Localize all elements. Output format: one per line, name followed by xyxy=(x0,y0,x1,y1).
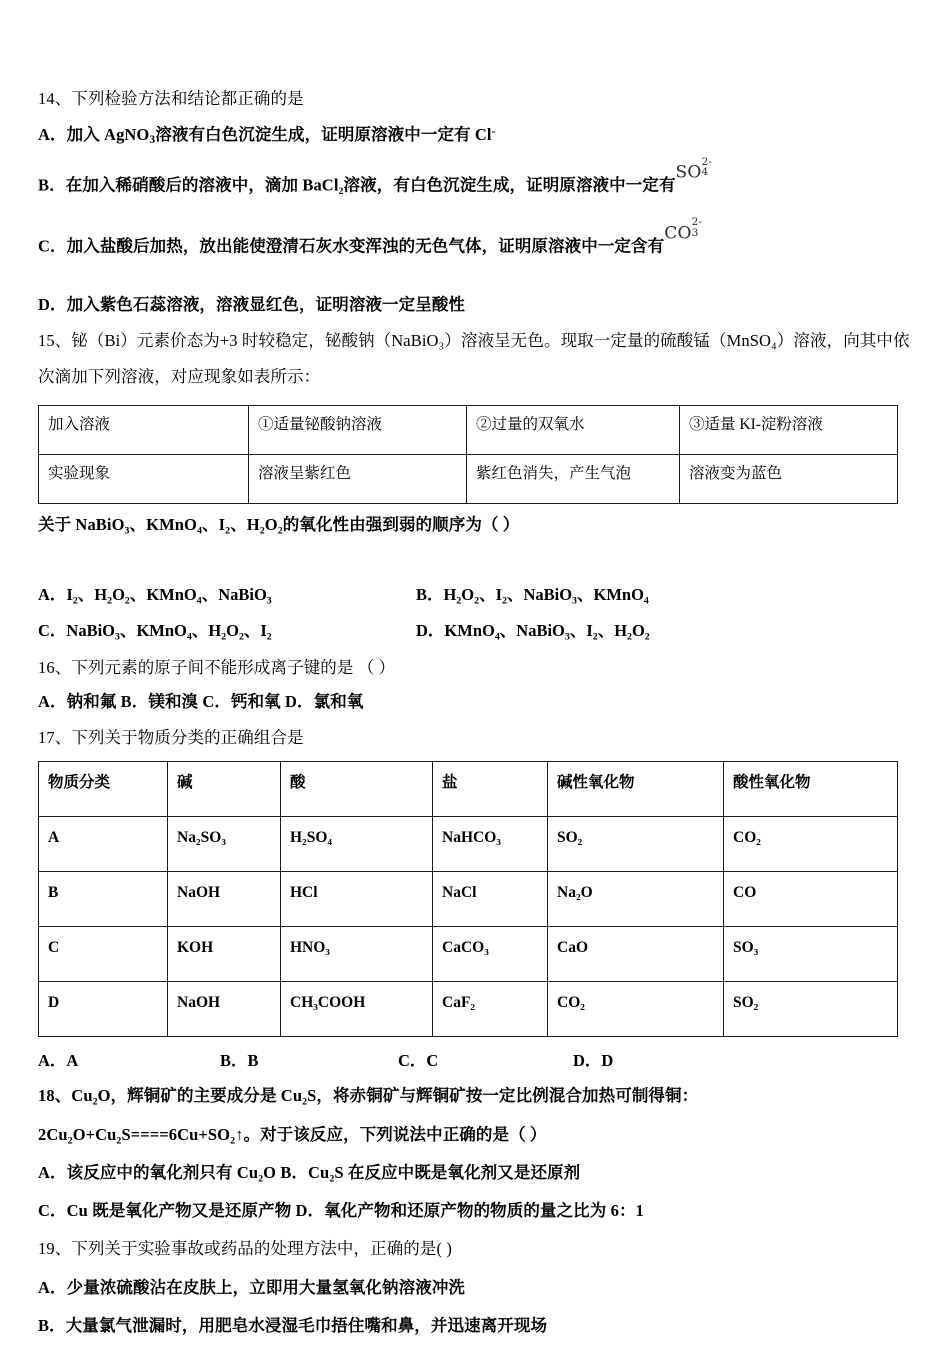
option-d-text: 加入紫色石蕊溶液，溶液显红色，证明溶液一定呈酸性 xyxy=(66,294,466,314)
question-14-option-b xyxy=(38,155,912,197)
table-cell: CaCO₃ xyxy=(433,927,548,982)
table-cell: CaO xyxy=(548,927,724,982)
table-cell: KOH xyxy=(168,927,281,982)
carbonate-ion-base: CO xyxy=(664,223,692,243)
question-15-option-a xyxy=(38,584,416,606)
table-row xyxy=(39,927,898,982)
table-cell: 加入溶液 xyxy=(39,405,249,454)
option-a-label: A． xyxy=(38,125,67,145)
table-cell: CO₂ xyxy=(724,817,898,872)
option-a-text-mid: 溶液有白色沉淀生成，证明原溶液中一定有 Cl xyxy=(155,125,492,145)
carbonate-ion-formula xyxy=(664,216,703,245)
question-14-option-a xyxy=(38,124,912,149)
question-17-answer-a: A．A xyxy=(38,1051,79,1071)
question-17-answer-c: C．C xyxy=(398,1051,439,1071)
table-cell: CaF₂ xyxy=(433,982,548,1037)
table-header-row xyxy=(39,762,898,817)
table-row xyxy=(39,982,898,1037)
table-cell: NaCl xyxy=(433,872,548,927)
question-18-options-line1: A．该反应中的氧化剂只有 Cu₂O B．Cu₂S 在反应中既是氧化剂又是还原剂 xyxy=(38,1162,581,1182)
question-19-stem: 19、下列关于实验事故或药品的处理方法中，正确的是( ) xyxy=(38,1239,452,1259)
table-cell: NaOH xyxy=(168,982,281,1037)
question-15-stem-line1: 15、铋（Bi）元素价态为+3 时较稳定，铋酸钠（NaBiO₃）溶液呈无色。现取一定量的硫酸锰（MnSO₄）溶液，向其中依 xyxy=(38,331,910,351)
page-content xyxy=(38,88,912,1353)
option-b-label: B． xyxy=(38,175,66,195)
option-d-label: D． xyxy=(38,294,67,314)
question-14-stem: 14、下列检验方法和结论都正确的是 xyxy=(38,89,304,108)
option-c-label: C． xyxy=(38,236,67,255)
sulfate-ion-base: SO xyxy=(675,162,702,183)
question-17-answer-b: B．B xyxy=(220,1051,259,1071)
table-cell: Na₂O xyxy=(548,872,724,927)
table-cell: 溶液变为蓝色 xyxy=(680,454,898,503)
option-b-label: B． xyxy=(416,585,444,604)
table-header-cell: 碱性氧化物 xyxy=(548,762,724,817)
option-c-label: C． xyxy=(38,621,67,641)
question-14-option-d xyxy=(38,294,912,316)
table-cell: 实验现象 xyxy=(39,454,249,503)
question-15-option-d xyxy=(416,620,650,642)
question-17-answers xyxy=(38,1047,912,1071)
question-17-answer-d: D．D xyxy=(573,1051,614,1071)
question-18-options-line2: C．Cu 既是氧化产物又是还原产物 D．氧化产物和还原产物的物质的量之比为 6：1 xyxy=(38,1201,644,1221)
table-cell: HNO₃ xyxy=(281,927,433,982)
question-16-stem: 16、下列元素的原子间不能形成离子键的是 （ ） xyxy=(38,657,396,677)
table-cell: NaHCO₃ xyxy=(433,817,548,872)
carbonate-ion-count: 3 xyxy=(691,226,699,239)
option-a-text-before: 加入 AgNO xyxy=(66,125,150,145)
question-18-stem-line2: 2Cu₂O+Cu₂S====6Cu+SO₂↑。对于该反应，下列说法中正确的是（ ） xyxy=(38,1124,547,1144)
table-cell: A xyxy=(39,817,168,872)
table-cell: Na₂SO₃ xyxy=(168,817,281,872)
table-cell: D xyxy=(39,982,168,1037)
option-a-label: A． xyxy=(38,585,67,604)
question-19-option-b: B．大量氯气泄漏时，用肥皂水浸湿毛巾捂住嘴和鼻，并迅速离开现场 xyxy=(38,1315,548,1335)
option-b-text: H₂O₂、I₂、NaBiO₃、KMnO₄ xyxy=(443,585,649,604)
table-header-cell: 物质分类 xyxy=(39,762,168,817)
question-18-stem-line1: 18、Cu₂O，辉铜矿的主要成分是 Cu₂S，将赤铜矿与辉铜矿按一定比例混合加热可制得铜： xyxy=(38,1086,699,1106)
option-b-text: 在加入稀硝酸后的溶液中，滴加 BaCl₂溶液，有白色沉淀生成，证明原溶液中一定有 xyxy=(65,175,676,195)
table-cell: SO₂ xyxy=(724,982,898,1037)
table-row xyxy=(39,405,898,454)
option-a-text: I₂、H₂O₂、KMnO₄、NaBiO₃ xyxy=(66,585,272,604)
table-cell: CO₂ xyxy=(548,982,724,1037)
table-row xyxy=(39,872,898,927)
question-17-stem: 17、下列关于物质分类的正确组合是 xyxy=(38,728,304,748)
table-cell: SO₂ xyxy=(548,817,724,872)
spacer xyxy=(38,550,912,584)
table-cell: ②过量的双氧水 xyxy=(467,405,680,454)
table-cell: H₂SO₄ xyxy=(281,817,433,872)
table-header-cell: 酸 xyxy=(281,762,433,817)
question-15-question: 关于 NaBiO₃、KMnO₄、I₂、H₂O₂的氧化性由强到弱的顺序为（ ） xyxy=(38,514,520,534)
spacer xyxy=(38,212,912,234)
table-cell: ①适量铋酸钠溶液 xyxy=(249,405,467,454)
table-cell: 紫红色消失，产生气泡 xyxy=(467,454,680,503)
question-15-options-row2 xyxy=(38,620,912,642)
option-d-label: D． xyxy=(416,621,445,641)
table-header-cell: 碱 xyxy=(168,762,281,817)
sulfate-ion-formula xyxy=(675,155,713,184)
table-cell: CO xyxy=(724,872,898,927)
table-row xyxy=(39,454,898,503)
carbonate-ion-charge: 2- xyxy=(691,216,703,229)
table-cell: 溶液呈紫红色 xyxy=(249,454,467,503)
question-16-options: A．钠和氟 B．镁和溴 C．钙和氧 D．氯和氧 xyxy=(38,691,364,711)
option-a-superscript: - xyxy=(491,126,496,139)
option-c-text: NaBiO₃、KMnO₄、H₂O₂、I₂ xyxy=(66,621,272,641)
table-cell: NaOH xyxy=(168,872,281,927)
experiment-phenomena-table xyxy=(38,405,898,504)
table-cell: SO₃ xyxy=(724,927,898,982)
table-cell: C xyxy=(39,927,168,982)
table-header-cell: 盐 xyxy=(433,762,548,817)
option-d-text: KMnO₄、NaBiO₃、I₂、H₂O₂ xyxy=(444,621,650,641)
question-15-option-b xyxy=(416,584,649,606)
table-header-cell: 酸性氧化物 xyxy=(724,762,898,817)
question-15-option-c xyxy=(38,620,416,642)
table-cell: HCl xyxy=(281,872,433,927)
question-15-stem-line2: 次滴加下列溶液，对应现象如表所示： xyxy=(38,367,321,387)
option-c-text: 加入盐酸后加热，放出能使澄清石灰水变浑浊的无色气体，证明原溶液中一定含有 xyxy=(66,236,665,255)
option-a-subscript: 3 xyxy=(149,134,156,147)
question-15-options-row1 xyxy=(38,584,912,606)
question-14-option-c xyxy=(38,216,912,258)
spacer xyxy=(38,272,912,294)
substance-classification-table xyxy=(38,761,898,1037)
question-19-option-a: A．少量浓硫酸沾在皮肤上，立即用大量氢氧化钠溶液冲洗 xyxy=(38,1277,466,1297)
sulfate-ion-count: 4 xyxy=(701,166,709,179)
spacer xyxy=(38,163,912,173)
table-cell: B xyxy=(39,872,168,927)
sulfate-ion-charge: 2- xyxy=(701,155,713,168)
table-cell: CH₃COOH xyxy=(281,982,433,1037)
table-row xyxy=(39,817,898,872)
table-cell: ③适量 KI-淀粉溶液 xyxy=(680,405,898,454)
